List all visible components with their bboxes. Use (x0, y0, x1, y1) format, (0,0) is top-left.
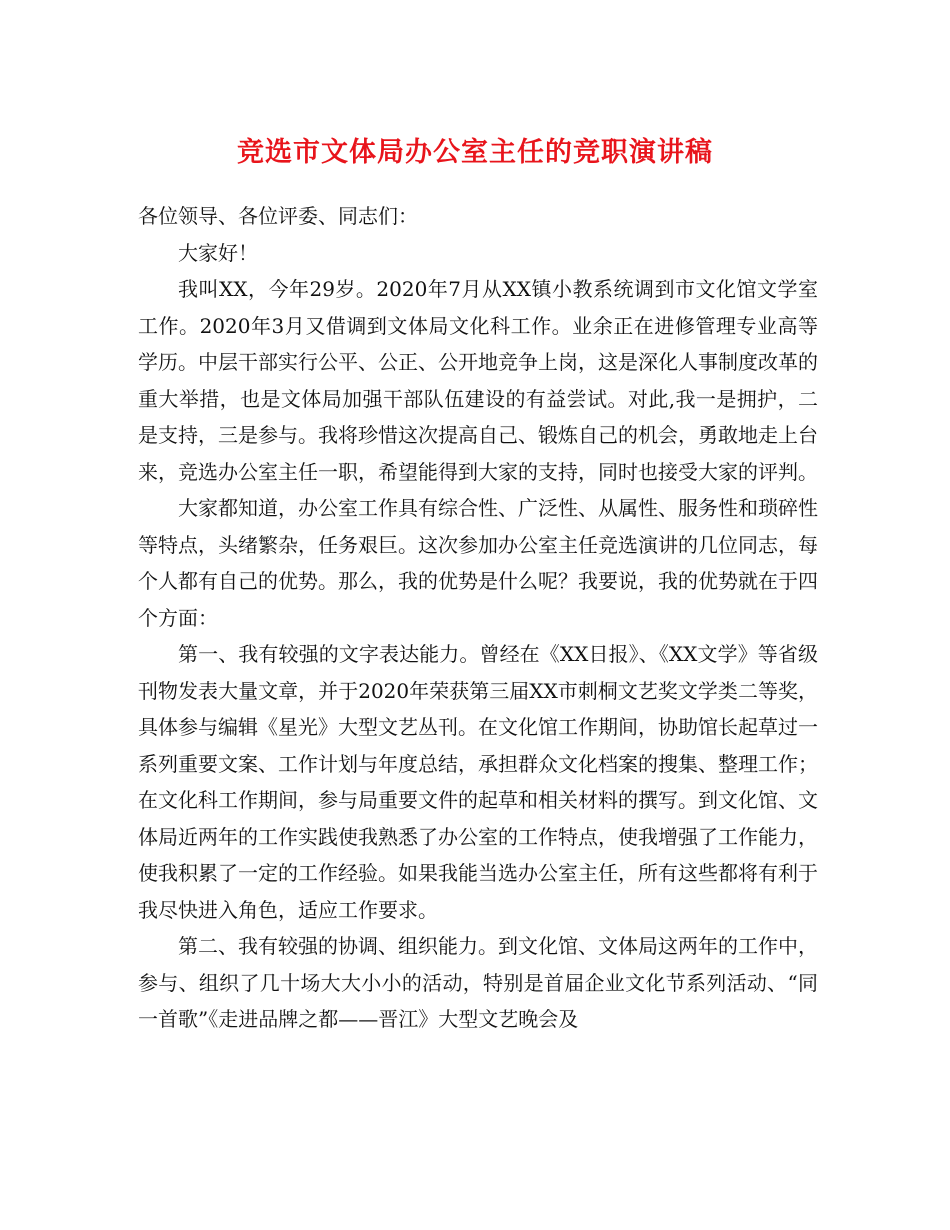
document-body (138, 198, 818, 1038)
paragraph-intro: 我叫XX，今年29岁。2020年7月从XX镇小教系统调到市文化馆文学室工作。2020年3月又借调到文体局文化科工作。业余正在进修管理专业高等学历。中层干部实行公平、公正、公开地竞争上岗，这是深化人事制度改革的重大举措，也是文体局加强干部队伍建设的有益尝试。对此,我一是拥护，二是支持，三是参与。我将珍惜这次提高自己、锻炼自己的机会，勇敢地走上台来，竞选办公室主任一职，希望能得到大家的支持，同时也接受大家的评判。 (138, 277, 818, 484)
paragraph-second-point: 第二、我有较强的协调、组织能力。到文化馆、文体局这两年的工作中，参与、组织了几十场大大小小的活动，特别是首届企业文化节系列活动、“同一首歌”《走进品牌之都——晋江》大型文艺晚会及 (138, 934, 818, 1031)
paragraph-advantages: 大家都知道，办公室工作具有综合性、广泛性、从属性、服务性和琐碎性等特点，头绪繁杂，任务艰巨。这次参加办公室主任竞选演讲的几位同志，每个人都有自己的优势。那么，我的优势是什么呢？我要说，我的优势就在于四个方面： (138, 496, 818, 630)
paragraph-first-point: 第一、我有较强的文字表达能力。曾经在《XX日报》、《XX文学》等省级刊物发表大量文章，并于2020年荣获第三届XX市刺桐文艺奖文学类二等奖，具体参与编辑《星光》大型文艺丛刊。在文化馆工作期间，协助馆长起草过一系列重要文案、工作计划与年度总结，承担群众文化档案的搜集、整理工作；在文化科工作期间，参与局重要文件的起草和相关材料的撰写。到文化馆、文体局近两年的工作实践使我熟悉了办公室的工作特点，使我增强了工作能力，使我积累了一定的工作经验。如果我能当选办公室主任，所有这些都将有利于我尽快进入角色，适应工作要求。 (138, 642, 818, 922)
document-title: 竞选市文体局办公室主任的竞职演讲稿 (237, 137, 713, 168)
greeting: 大家好！ (178, 240, 258, 265)
salutation: 各位领导、各位评委、同志们： (138, 204, 418, 228)
